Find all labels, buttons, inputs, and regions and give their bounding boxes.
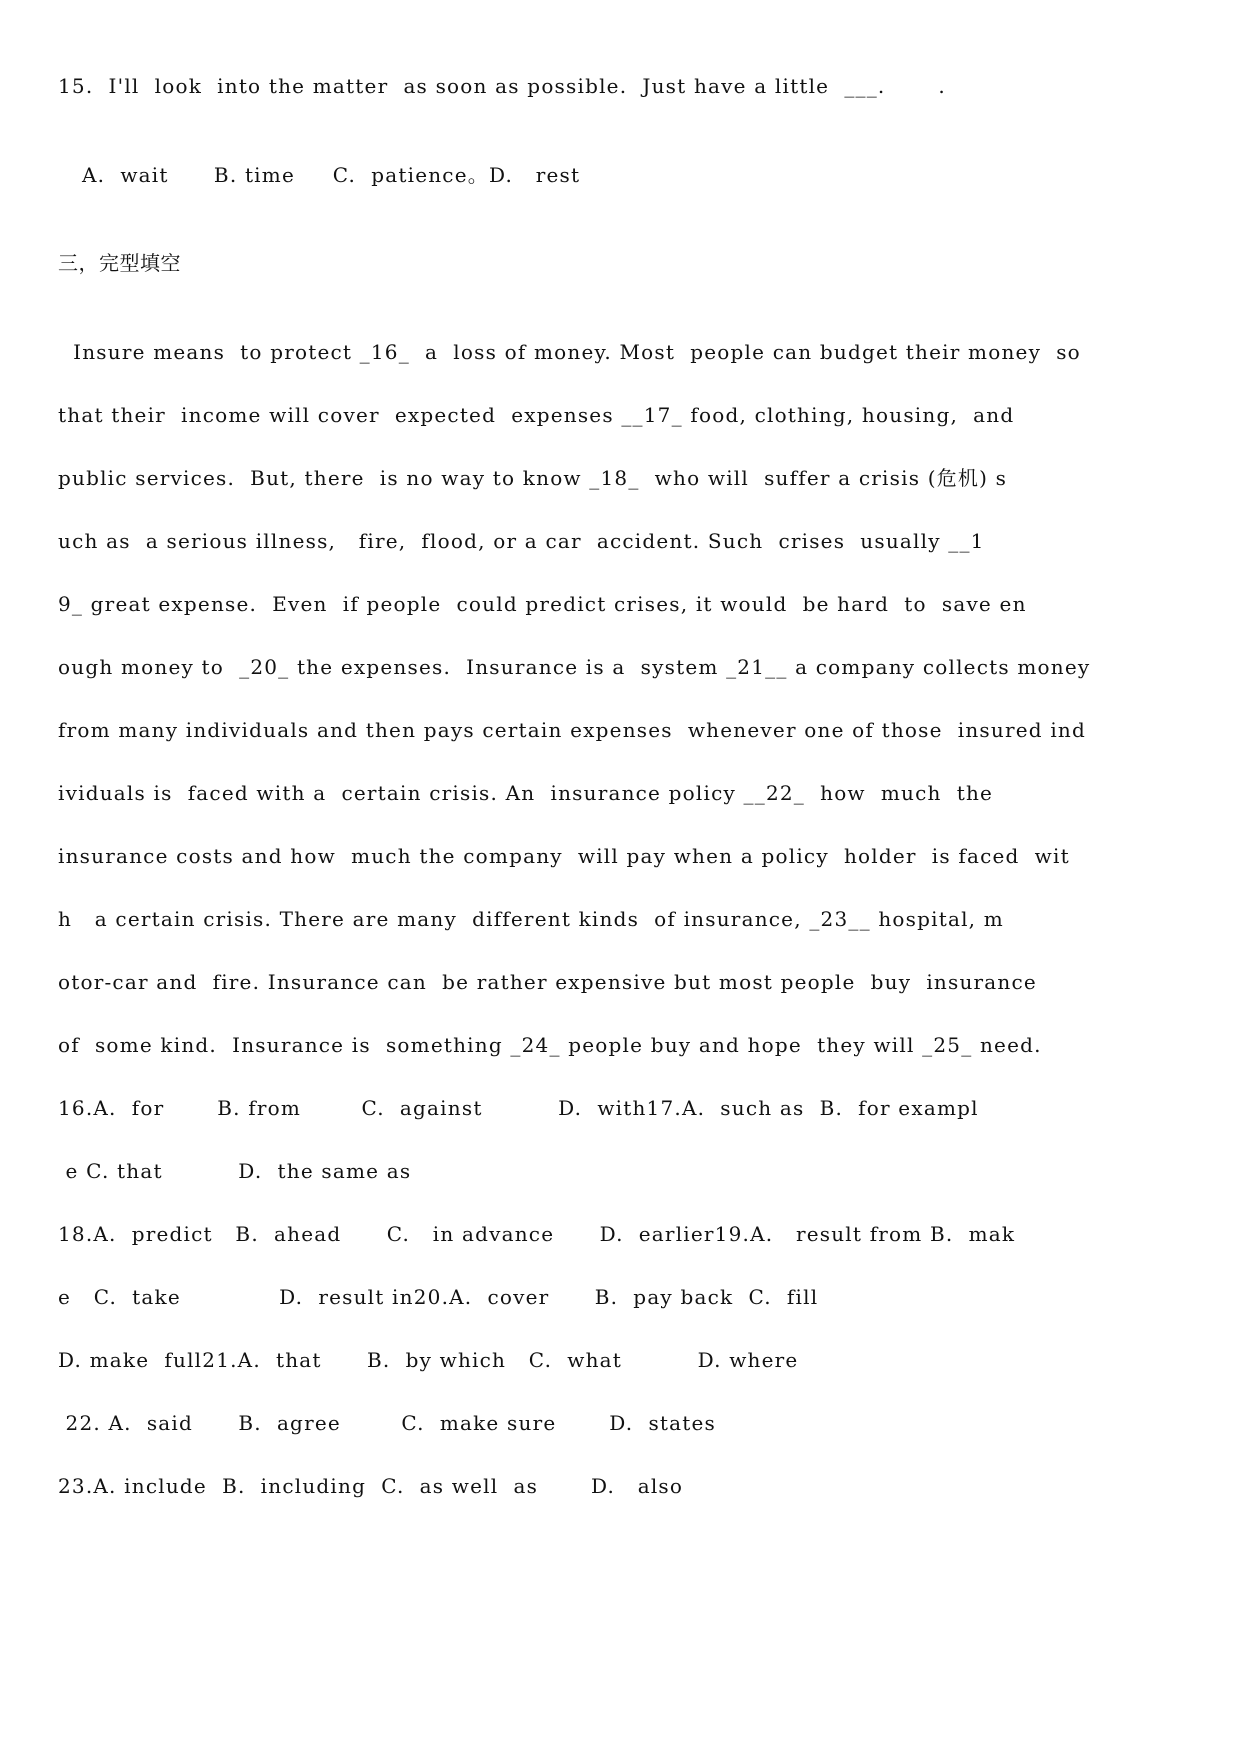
- passage-line: 9_ great expense. Even if people could predict crises, it would be hard to save en: [58, 592, 1027, 616]
- passage-line: h a certain crisis. There are many different kinds of insurance, _23__ hospital, m: [58, 907, 1004, 931]
- answer-line: 18.A. predict B. ahead C. in advance D. earlier19.A. result from B. mak: [58, 1222, 1016, 1246]
- section-three-heading: 三，完型填空: [58, 251, 181, 275]
- passage-line: of some kind. Insurance is something _24_ people buy and hope they will _25_ need.: [58, 1033, 1042, 1057]
- answer-line: 22. A. said B. agree C. make sure D. states: [58, 1411, 717, 1435]
- passage-line: Insure means to protect _16_ a loss of money. Most people can budget their money so: [58, 340, 1081, 364]
- answer-line: e C. that D. the same as: [58, 1159, 412, 1183]
- question-15-options: A. wait B. time C. patience。D. rest: [82, 163, 581, 187]
- passage-line: public services. But, there is no way to know _18_ who will suffer a crisis (危机) s: [58, 466, 1008, 490]
- passage-line: uch as a serious illness, fire, flood, or a car accident. Such crises usually __1: [58, 529, 985, 553]
- passage-line: ividuals is faced with a certain crisis. An insurance policy __22_ how much the: [58, 781, 994, 805]
- answer-line: e C. take D. result in20.A. cover B. pay back C. fill: [58, 1285, 819, 1309]
- passage-line: insurance costs and how much the company will pay when a policy holder is faced wit: [58, 844, 1070, 868]
- passage-line: that their income will cover expected expenses __17_ food, clothing, housing, and: [58, 403, 1015, 427]
- answer-line: D. make full21.A. that B. by which C. what D. where: [58, 1348, 799, 1372]
- question-15-stem: 15. I'll look into the matter as soon as possible. Just have a little ___. .: [58, 74, 946, 98]
- passage-line: from many individuals and then pays certain expenses whenever one of those insured ind: [58, 718, 1087, 742]
- answer-line: 16.A. for B. from C. against D. with17.A. such as B. for exampl: [58, 1096, 979, 1120]
- passage-line: otor-car and fire. Insurance can be rather expensive but most people buy insurance: [58, 970, 1037, 994]
- answer-line: 23.A. include B. including C. as well as D. also: [58, 1474, 684, 1498]
- passage-line: ough money to _20_ the expenses. Insurance is a system _21__ a company collects money: [58, 655, 1091, 679]
